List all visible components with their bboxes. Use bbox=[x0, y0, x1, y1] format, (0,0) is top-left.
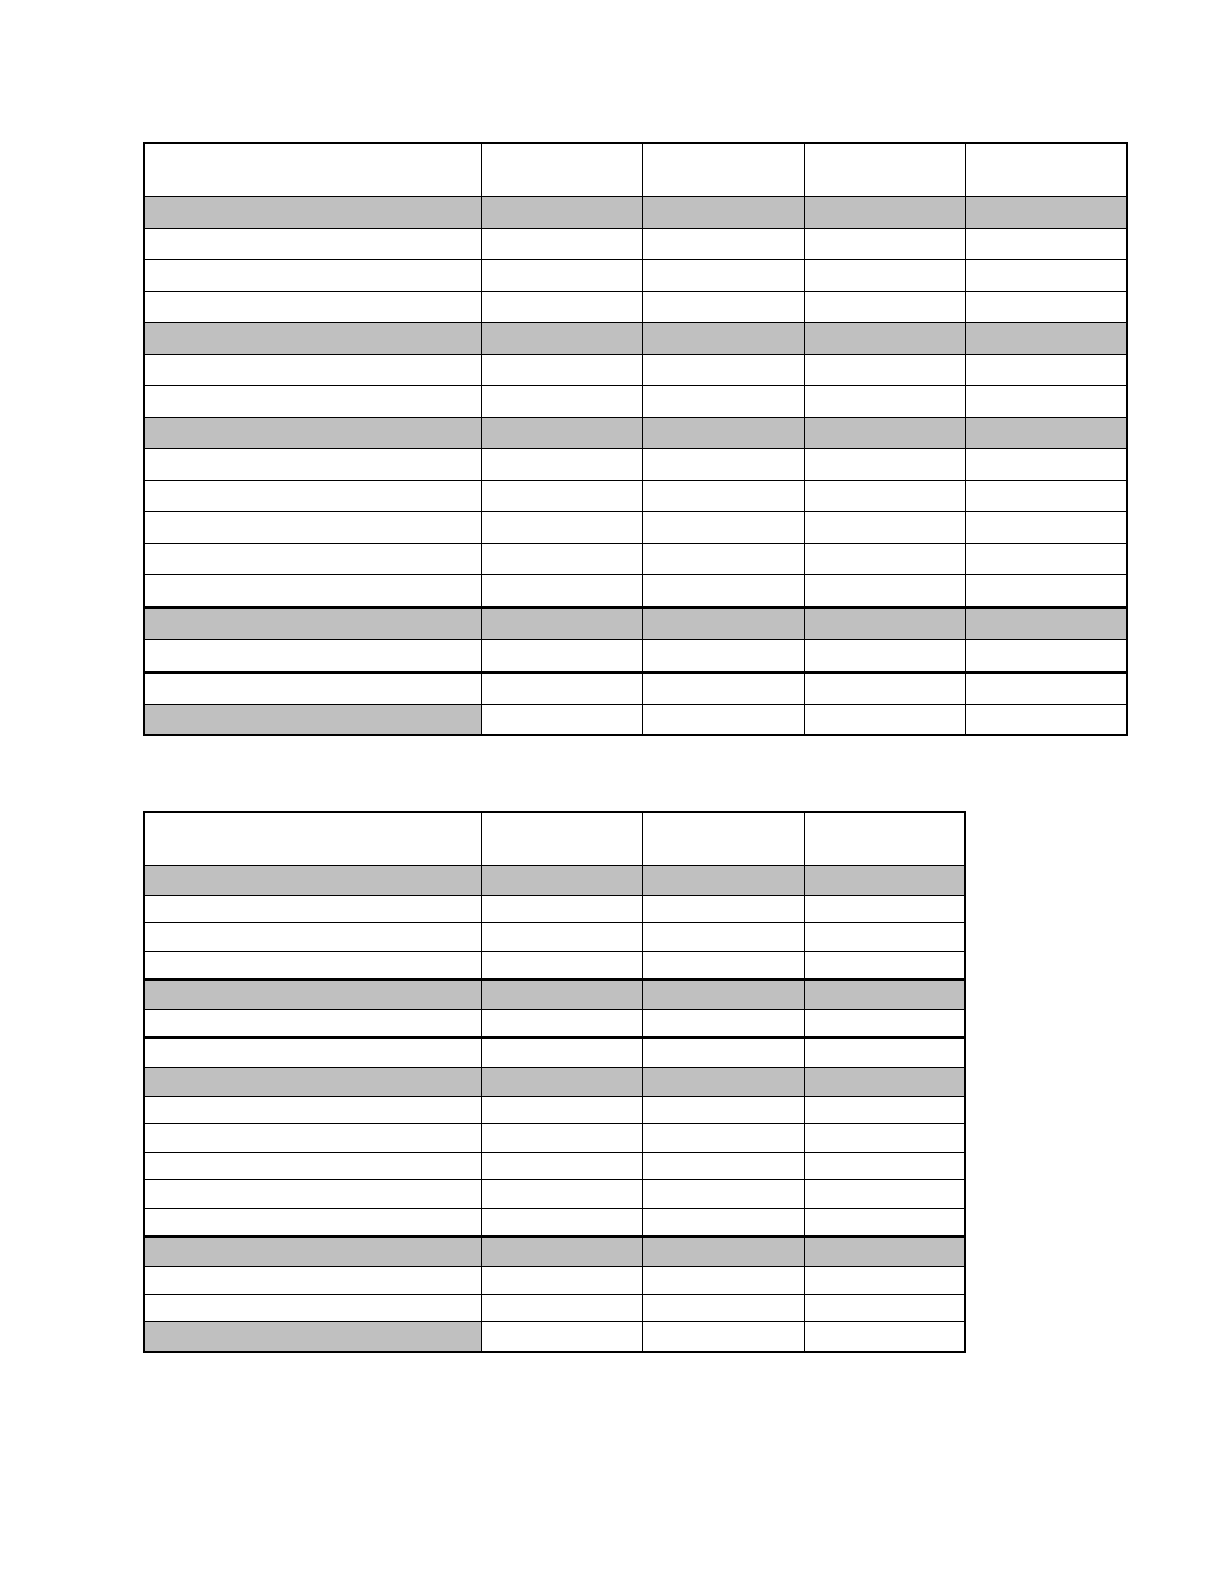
table-cell bbox=[481, 1209, 642, 1237]
table-cell bbox=[804, 896, 965, 923]
table-cell bbox=[804, 292, 965, 323]
table-cell bbox=[144, 260, 481, 292]
table-cell bbox=[144, 481, 481, 512]
table-cell bbox=[804, 608, 965, 640]
table-cell bbox=[144, 980, 481, 1010]
header-row bbox=[144, 812, 965, 866]
table-cell bbox=[965, 197, 1127, 229]
table-cell bbox=[642, 1295, 804, 1322]
table-cell bbox=[642, 229, 804, 260]
table-cell bbox=[481, 1295, 642, 1322]
table-cell bbox=[642, 608, 804, 640]
table-cell bbox=[804, 1153, 965, 1180]
table-cell bbox=[144, 896, 481, 923]
table-one bbox=[143, 142, 1128, 736]
table-cell bbox=[965, 705, 1127, 736]
table-cell bbox=[642, 386, 804, 418]
table-cell bbox=[642, 544, 804, 575]
table-cell bbox=[481, 575, 642, 608]
table-cell bbox=[481, 1124, 642, 1153]
table-cell bbox=[144, 544, 481, 575]
table-cell bbox=[804, 866, 965, 896]
table-cell bbox=[804, 544, 965, 575]
table-cell bbox=[965, 449, 1127, 481]
table-row bbox=[144, 608, 1127, 640]
table-cell bbox=[481, 812, 642, 866]
table-cell bbox=[481, 673, 642, 705]
table-row bbox=[144, 1209, 965, 1237]
table-two bbox=[143, 811, 966, 1353]
table-cell bbox=[642, 323, 804, 355]
table-cell bbox=[642, 575, 804, 608]
table-cell bbox=[965, 292, 1127, 323]
table-row bbox=[144, 260, 1127, 292]
table-cell bbox=[144, 1038, 481, 1068]
table-cell bbox=[144, 355, 481, 386]
table-two-body bbox=[144, 812, 965, 1352]
table-cell bbox=[481, 923, 642, 952]
table-cell bbox=[144, 705, 481, 736]
table-row bbox=[144, 1124, 965, 1153]
table-cell bbox=[481, 1267, 642, 1295]
table-cell bbox=[804, 1322, 965, 1353]
table-cell bbox=[965, 229, 1127, 260]
table-cell bbox=[804, 1180, 965, 1209]
table-cell bbox=[804, 923, 965, 952]
table-cell bbox=[144, 1097, 481, 1124]
table-cell bbox=[481, 1237, 642, 1267]
table-cell bbox=[481, 229, 642, 260]
table-cell bbox=[481, 608, 642, 640]
table-cell bbox=[481, 1153, 642, 1180]
table-row bbox=[144, 980, 965, 1010]
table-cell bbox=[642, 418, 804, 449]
table-row bbox=[144, 866, 965, 896]
table-row bbox=[144, 386, 1127, 418]
table-cell bbox=[642, 705, 804, 736]
table-cell bbox=[804, 197, 965, 229]
table-cell bbox=[804, 512, 965, 544]
table-cell bbox=[481, 640, 642, 673]
table-row bbox=[144, 952, 965, 980]
table-cell bbox=[144, 1153, 481, 1180]
table-cell bbox=[804, 575, 965, 608]
header-row bbox=[144, 143, 1127, 197]
table-cell bbox=[642, 1068, 804, 1097]
table-cell bbox=[642, 1038, 804, 1068]
table-cell bbox=[642, 673, 804, 705]
table-row bbox=[144, 1010, 965, 1038]
table-cell bbox=[481, 512, 642, 544]
table-cell bbox=[481, 449, 642, 481]
table-cell bbox=[642, 1237, 804, 1267]
table-cell bbox=[144, 673, 481, 705]
table-cell bbox=[804, 980, 965, 1010]
table-cell bbox=[642, 1153, 804, 1180]
table-cell bbox=[804, 355, 965, 386]
table-cell bbox=[144, 1209, 481, 1237]
table-cell bbox=[481, 952, 642, 980]
table-cell bbox=[642, 952, 804, 980]
table-row bbox=[144, 575, 1127, 608]
table-row bbox=[144, 1295, 965, 1322]
table-row bbox=[144, 705, 1127, 736]
table-cell bbox=[804, 1010, 965, 1038]
table-cell bbox=[481, 292, 642, 323]
table-cell bbox=[481, 143, 642, 197]
table-cell bbox=[481, 197, 642, 229]
table-cell bbox=[965, 481, 1127, 512]
table-cell bbox=[144, 1180, 481, 1209]
table-cell bbox=[481, 323, 642, 355]
table-cell bbox=[481, 705, 642, 736]
table-row bbox=[144, 481, 1127, 512]
table-cell bbox=[642, 1180, 804, 1209]
table-row bbox=[144, 418, 1127, 449]
table-cell bbox=[144, 1010, 481, 1038]
table-cell bbox=[804, 1295, 965, 1322]
table-cell bbox=[642, 866, 804, 896]
table-cell bbox=[804, 418, 965, 449]
table-cell bbox=[481, 1097, 642, 1124]
table-cell bbox=[642, 1209, 804, 1237]
table-cell bbox=[965, 544, 1127, 575]
table-cell bbox=[642, 1010, 804, 1038]
table-cell bbox=[965, 418, 1127, 449]
table-cell bbox=[804, 673, 965, 705]
table-cell bbox=[965, 386, 1127, 418]
table-cell bbox=[804, 260, 965, 292]
table-cell bbox=[144, 952, 481, 980]
table-cell bbox=[144, 640, 481, 673]
table-row bbox=[144, 640, 1127, 673]
table-cell bbox=[642, 260, 804, 292]
table-cell bbox=[144, 608, 481, 640]
table-cell bbox=[642, 812, 804, 866]
table-row bbox=[144, 355, 1127, 386]
table-cell bbox=[804, 449, 965, 481]
table-row bbox=[144, 1068, 965, 1097]
table-cell bbox=[642, 1124, 804, 1153]
table-cell bbox=[144, 512, 481, 544]
table-cell bbox=[144, 1322, 481, 1353]
table-cell bbox=[144, 1237, 481, 1267]
table-cell bbox=[481, 1038, 642, 1068]
table-cell bbox=[804, 640, 965, 673]
table-cell bbox=[965, 673, 1127, 705]
table-cell bbox=[144, 197, 481, 229]
table-cell bbox=[642, 640, 804, 673]
table-cell bbox=[965, 355, 1127, 386]
table-row bbox=[144, 1038, 965, 1068]
table-cell bbox=[144, 923, 481, 952]
table-one-body bbox=[144, 143, 1127, 735]
table-row bbox=[144, 1180, 965, 1209]
table-cell bbox=[642, 1322, 804, 1353]
table-cell bbox=[804, 386, 965, 418]
table-row bbox=[144, 1267, 965, 1295]
table-cell bbox=[965, 512, 1127, 544]
table-cell bbox=[144, 1295, 481, 1322]
table-cell bbox=[642, 896, 804, 923]
table-cell bbox=[144, 1124, 481, 1153]
table-cell bbox=[642, 980, 804, 1010]
table-row bbox=[144, 229, 1127, 260]
table-cell bbox=[642, 292, 804, 323]
table-row bbox=[144, 323, 1127, 355]
table-cell bbox=[804, 1068, 965, 1097]
table-cell bbox=[965, 260, 1127, 292]
table-cell bbox=[481, 1068, 642, 1097]
table-cell bbox=[481, 980, 642, 1010]
table-cell bbox=[804, 705, 965, 736]
table-cell bbox=[804, 323, 965, 355]
table-row bbox=[144, 1237, 965, 1267]
table-cell bbox=[144, 323, 481, 355]
table-cell bbox=[481, 1180, 642, 1209]
table-cell bbox=[965, 323, 1127, 355]
table-row bbox=[144, 1322, 965, 1353]
table-cell bbox=[804, 1209, 965, 1237]
table-cell bbox=[144, 449, 481, 481]
table-cell bbox=[144, 143, 481, 197]
table-row bbox=[144, 1153, 965, 1180]
table-row bbox=[144, 449, 1127, 481]
table-cell bbox=[642, 143, 804, 197]
table-cell bbox=[804, 1237, 965, 1267]
table-cell bbox=[804, 1124, 965, 1153]
table-cell bbox=[481, 481, 642, 512]
table-cell bbox=[144, 1068, 481, 1097]
table-cell bbox=[481, 896, 642, 923]
table-cell bbox=[144, 229, 481, 260]
table-cell bbox=[144, 866, 481, 896]
table-cell bbox=[144, 418, 481, 449]
table-cell bbox=[642, 923, 804, 952]
table-cell bbox=[804, 481, 965, 512]
table-row bbox=[144, 292, 1127, 323]
table-cell bbox=[965, 575, 1127, 608]
table-cell bbox=[144, 1267, 481, 1295]
table-cell bbox=[642, 197, 804, 229]
table-cell bbox=[481, 544, 642, 575]
table-cell bbox=[144, 386, 481, 418]
table-cell bbox=[804, 952, 965, 980]
table-row bbox=[144, 923, 965, 952]
table-cell bbox=[481, 866, 642, 896]
table-cell bbox=[804, 1038, 965, 1068]
table-cell bbox=[481, 355, 642, 386]
table-cell bbox=[481, 260, 642, 292]
table-cell bbox=[804, 1097, 965, 1124]
table-cell bbox=[804, 229, 965, 260]
table-cell bbox=[804, 1267, 965, 1295]
table-row bbox=[144, 673, 1127, 705]
table-cell bbox=[144, 575, 481, 608]
table-cell bbox=[642, 355, 804, 386]
table-cell bbox=[642, 1097, 804, 1124]
table-row bbox=[144, 512, 1127, 544]
table-cell bbox=[642, 512, 804, 544]
table-row bbox=[144, 544, 1127, 575]
table-cell bbox=[144, 812, 481, 866]
table-cell bbox=[965, 143, 1127, 197]
table-cell bbox=[804, 812, 965, 866]
table-cell bbox=[642, 1267, 804, 1295]
table-row bbox=[144, 896, 965, 923]
table-cell bbox=[965, 608, 1127, 640]
table-cell bbox=[642, 449, 804, 481]
table-cell bbox=[642, 481, 804, 512]
table-cell bbox=[481, 1322, 642, 1353]
table-cell bbox=[804, 143, 965, 197]
table-row bbox=[144, 197, 1127, 229]
table-cell bbox=[144, 292, 481, 323]
table-cell bbox=[481, 1010, 642, 1038]
table-row bbox=[144, 1097, 965, 1124]
table-cell bbox=[481, 386, 642, 418]
table-cell bbox=[481, 418, 642, 449]
table-cell bbox=[965, 640, 1127, 673]
